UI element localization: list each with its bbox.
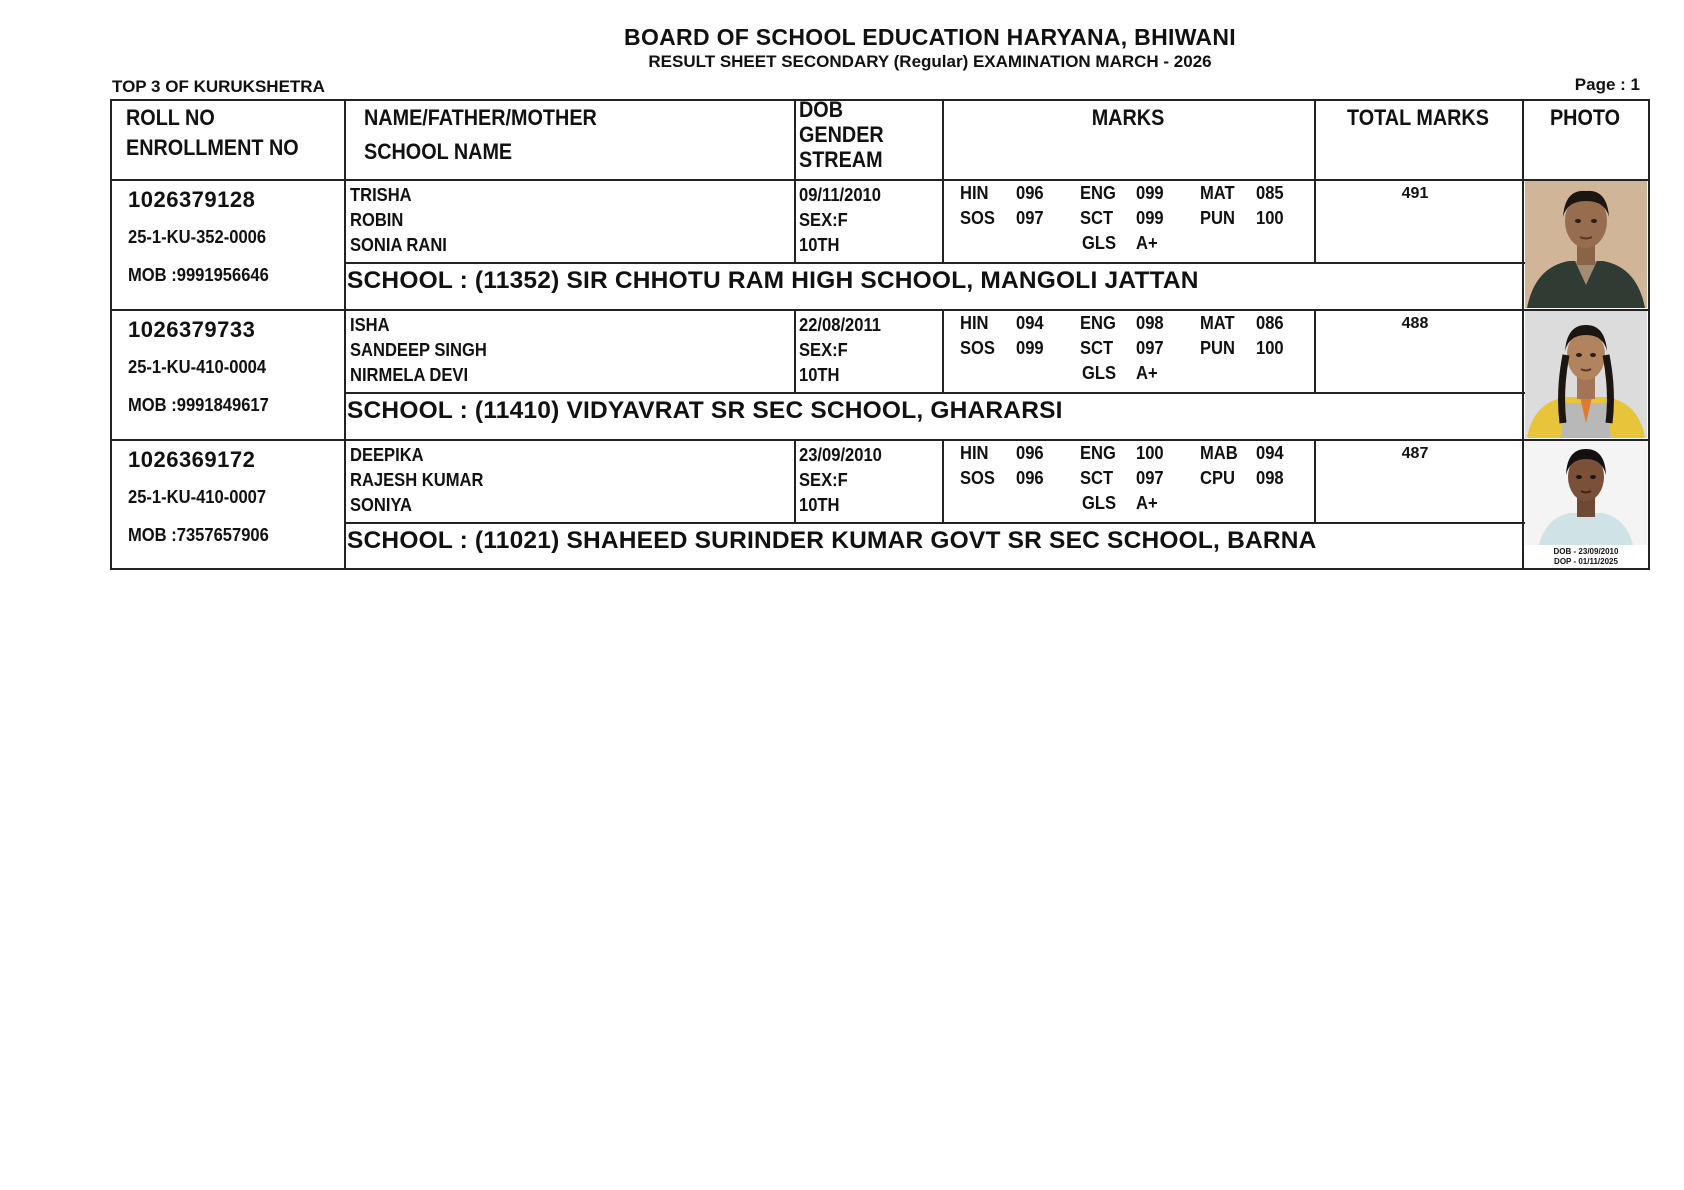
- subject-mark: 096: [1016, 443, 1044, 463]
- subject-code: ENG: [1080, 183, 1116, 203]
- gls-label: GLS: [1082, 233, 1117, 253]
- gls-grade: A+: [1136, 363, 1158, 383]
- subject-mark: 100: [1256, 338, 1284, 358]
- father-name: RAJESH KUMAR: [350, 470, 484, 490]
- col-header-marks: MARKS: [1091, 105, 1165, 130]
- col-header-gender: GENDER: [799, 122, 884, 147]
- col-line-dob-1: [942, 179, 944, 263]
- subject-code: PUN: [1200, 208, 1235, 228]
- table-border-right: [1648, 99, 1650, 569]
- col-line-dob-hdr: [942, 99, 944, 179]
- subject-code: MAT: [1200, 183, 1235, 203]
- school-name: SCHOOL : (11021) SHAHEED SURINDER KUMAR GOVT SR SEC SCHOOL, BARNA: [347, 527, 1317, 554]
- subject-code: SOS: [960, 468, 995, 488]
- table-border-top: [110, 99, 1650, 101]
- gls-grade: A+: [1136, 493, 1158, 513]
- subject-code: SCT: [1080, 468, 1114, 488]
- photo-caption-dop: DOP - 01/11/2025: [1554, 557, 1618, 566]
- school-name: SCHOOL : (11410) VIDYAVRAT SR SEC SCHOOL, GHARARSI: [347, 397, 1063, 424]
- subject-mark: 096: [1016, 183, 1044, 203]
- col-header-stream: STREAM: [799, 147, 883, 172]
- subject-code: PUN: [1200, 338, 1235, 358]
- subject-mark: 097: [1136, 468, 1164, 488]
- subject-mark: 099: [1136, 208, 1164, 228]
- subject-code: SOS: [960, 338, 995, 358]
- gls-label: GLS: [1082, 493, 1117, 513]
- mobile-number: MOB :9991849617: [128, 395, 269, 415]
- school-line-2: [344, 392, 1632, 394]
- col-line-dob-2: [942, 309, 944, 393]
- mobile-number: MOB :9991956646: [128, 265, 269, 285]
- enrollment-number: 25-1-KU-410-0004: [128, 357, 267, 377]
- total-marks: 487: [1401, 445, 1429, 462]
- mother-name: NIRMELA DEVI: [350, 365, 469, 385]
- col-line-roll: [344, 99, 346, 569]
- subject-mark: 098: [1136, 313, 1164, 333]
- row-separator-2: [110, 439, 1650, 441]
- student-photo: [1525, 441, 1647, 545]
- roll-number: 1026369172: [128, 447, 256, 472]
- student-photo: [1525, 311, 1647, 438]
- subject-mark: 099: [1136, 183, 1164, 203]
- subject-mark: 097: [1016, 208, 1044, 228]
- subject-mark: 085: [1256, 183, 1284, 203]
- photo-caption-dob: DOB - 23/09/2010: [1553, 547, 1619, 556]
- subject-code: SCT: [1080, 338, 1114, 358]
- school-line-3: [344, 522, 1632, 524]
- col-header-school-name: SCHOOL NAME: [364, 139, 513, 164]
- subject-code: SCT: [1080, 208, 1114, 228]
- page-number: Page : 1: [1574, 75, 1640, 94]
- subject-mark: 097: [1136, 338, 1164, 358]
- roll-number: 1026379128: [128, 187, 256, 212]
- subject-code: HIN: [960, 183, 989, 203]
- subject-mark: 100: [1136, 443, 1164, 463]
- subject-mark: 099: [1016, 338, 1044, 358]
- mother-name: SONIA RANI: [350, 235, 447, 255]
- date-of-birth: 22/08/2011: [799, 315, 881, 335]
- subject-code: ENG: [1080, 443, 1116, 463]
- col-line-name-hdr: [794, 99, 796, 179]
- subject-mark: 094: [1256, 443, 1284, 463]
- subject-code: MAB: [1200, 443, 1238, 463]
- col-header-enrollment-no: ENROLLMENT NO: [126, 135, 299, 160]
- subject-code: MAT: [1200, 313, 1235, 333]
- student-name: DEEPIKA: [350, 445, 424, 465]
- col-line-name-1: [794, 179, 796, 263]
- gls-label: GLS: [1082, 363, 1117, 383]
- date-of-birth: 09/11/2010: [799, 185, 881, 205]
- col-header-name: NAME/FATHER/MOTHER: [364, 105, 597, 130]
- gender: SEX:F: [799, 470, 848, 490]
- subject-code: CPU: [1200, 468, 1235, 488]
- subject-mark: 100: [1256, 208, 1284, 228]
- stream: 10TH: [799, 235, 840, 255]
- school-name: SCHOOL : (11352) SIR CHHOTU RAM HIGH SCHOOL, MANGOLI JATTAN: [347, 267, 1199, 294]
- subject-code: HIN: [960, 313, 989, 333]
- col-header-dob: DOB: [799, 97, 844, 122]
- col-line-name-2: [794, 309, 796, 393]
- roll-number: 1026379733: [128, 317, 256, 342]
- table-border-left: [110, 99, 112, 569]
- subject-code: SOS: [960, 208, 995, 228]
- subject-mark: 086: [1256, 313, 1284, 333]
- col-line-marks-3: [1314, 439, 1316, 523]
- col-header-photo: PHOTO: [1549, 105, 1621, 130]
- result-sheet-subtitle: RESULT SHEET SECONDARY (Regular) EXAMINATION MARCH - 2026: [648, 52, 1212, 71]
- total-marks: 488: [1401, 315, 1429, 332]
- father-name: SANDEEP SINGH: [350, 340, 487, 360]
- col-line-dob-3: [942, 439, 944, 523]
- gls-grade: A+: [1136, 233, 1158, 253]
- gender: SEX:F: [799, 210, 848, 230]
- enrollment-number: 25-1-KU-352-0006: [128, 227, 267, 247]
- col-header-total-marks: TOTAL MARKS: [1347, 105, 1489, 130]
- board-title: BOARD OF SCHOOL EDUCATION HARYANA, BHIWANI: [624, 24, 1236, 50]
- subject-mark: 098: [1256, 468, 1284, 488]
- row-separator-1: [110, 309, 1650, 311]
- col-line-marks-1: [1314, 179, 1316, 263]
- col-line-photo: [1522, 99, 1524, 569]
- top-district-label: TOP 3 OF KURUKSHETRA: [112, 77, 325, 96]
- subject-code: ENG: [1080, 313, 1116, 333]
- total-marks: 491: [1401, 185, 1429, 202]
- subject-mark: 094: [1016, 313, 1044, 333]
- col-line-marks-2: [1314, 309, 1316, 393]
- student-name: ISHA: [350, 315, 390, 335]
- enrollment-number: 25-1-KU-410-0007: [128, 487, 267, 507]
- header-separator: [110, 179, 1650, 181]
- table-border-bottom: [110, 568, 1650, 570]
- col-line-name-3: [794, 439, 796, 523]
- mother-name: SONIYA: [350, 495, 412, 515]
- student-photo: [1525, 181, 1647, 308]
- result-table: [110, 99, 1650, 569]
- stream: 10TH: [799, 365, 840, 385]
- stream: 10TH: [799, 495, 840, 515]
- father-name: ROBIN: [350, 210, 404, 230]
- subject-mark: 096: [1016, 468, 1044, 488]
- subject-code: HIN: [960, 443, 989, 463]
- mobile-number: MOB :7357657906: [128, 525, 269, 545]
- school-line-1: [344, 262, 1632, 264]
- student-name: TRISHA: [350, 185, 412, 205]
- gender: SEX:F: [799, 340, 848, 360]
- date-of-birth: 23/09/2010: [799, 445, 882, 465]
- col-header-roll-no: ROLL NO: [126, 105, 215, 130]
- col-line-marks-hdr: [1314, 99, 1316, 179]
